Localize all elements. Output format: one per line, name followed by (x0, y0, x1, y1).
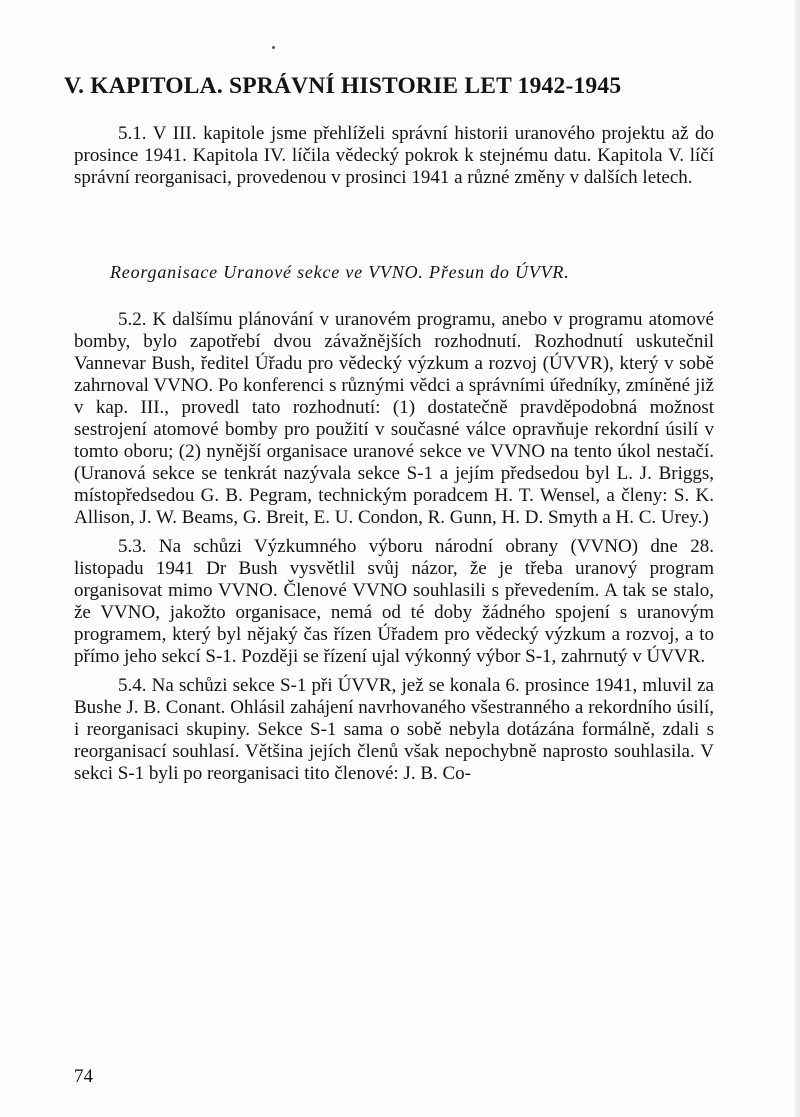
paragraph-5-4: 5.4. Na schůzi sekce S-1 při ÚVVR, jež se konala 6. prosince 1941, mluvil za Bushe J. B. Conant. Ohlásil zahájení navrhovaného všestranného a rekordního úsilí, i reorganisaci skupiny. Sekce S-1 sama o sobě nebyla dotázána formálně, zdali s reorganisací souhlasí. Většina jejích členů však nepochybně naprosto souhlasila. V sekci S-1 byli po reorganisaci tito členové: J. B. Co- (74, 675, 714, 784)
paragraph-5-2: 5.2. K dalšímu plánování v uranovém programu, anebo v programu atomové bomby, bylo zapotřebí dvou závažnějších rozhodnutí. Rozhodnutí uskutečnil Vannevar Bush, ředitel Úřadu pro vědecký výzkum a rozvoj (ÚVVR), který v sobě zahrnoval VVNO. Po konferenci s různými vědci a správními úředníky, zmíněné již v kap. III., provedl tato rozhodnutí: (1) dostatečně pravděpodobná možnost sestrojení atomové bomby pro použití v současné válce opravňuje rekordní úsilí v tomto oboru; (2) nynější organisace uranové sekce ve VVNO na tento úkol nestačí. (Uranová sekce se tenkrát nazývala sekce S-1 a jejím předsedou byl L. J. Briggs, místopředsedou G. B. Pegram, technickým poradcem H. T. Wensel, a členy: S. K. Allison, J. W. Beams, G. Breit, E. U. Condon, R. Gunn, H. D. Smyth a H. C. Urey.) (74, 309, 714, 528)
body-text (74, 309, 714, 792)
chapter-heading: V. KAPITOLA. SPRÁVNÍ HISTORIE LET 1942-1945 (64, 73, 622, 99)
intro-section (74, 123, 714, 196)
paragraph-5-1: 5.1. V III. kapitole jsme přehlíželi správní historii uranového projektu až do prosince 1941. Kapitola IV. líčila vědecký pokrok k stejnému datu. Kapitola V. líčí správní reorganisaci, provedenou v prosinci 1941 a různé změny v dalších letech. (74, 123, 714, 188)
section-subheading: Reorganisace Uranové sekce ve VVNO. Přesun do ÚVVR. (110, 262, 570, 282)
page-number: 74 (74, 1066, 93, 1087)
print-speck (272, 46, 275, 49)
paragraph-5-3: 5.3. Na schůzi Výzkumného výboru národní obrany (VVNO) dne 28. listopadu 1941 Dr Bush vysvětlil svůj názor, že je třeba uranový program organisovat mimo VVNO. Členové VVNO souhlasili s převedením. A tak se stalo, že VVNO, jakožto organisace, nemá od té doby žádného spojení s uranovým programem, který byl nějaký čas řízen Úřadem pro vědecký výzkum a rozvoj, a to přímo jeho sekcí S-1. Později se řízení ujal výkonný výbor S-1, zahrnutý v ÚVVR. (74, 536, 714, 667)
page-edge-shadow (794, 0, 800, 1117)
